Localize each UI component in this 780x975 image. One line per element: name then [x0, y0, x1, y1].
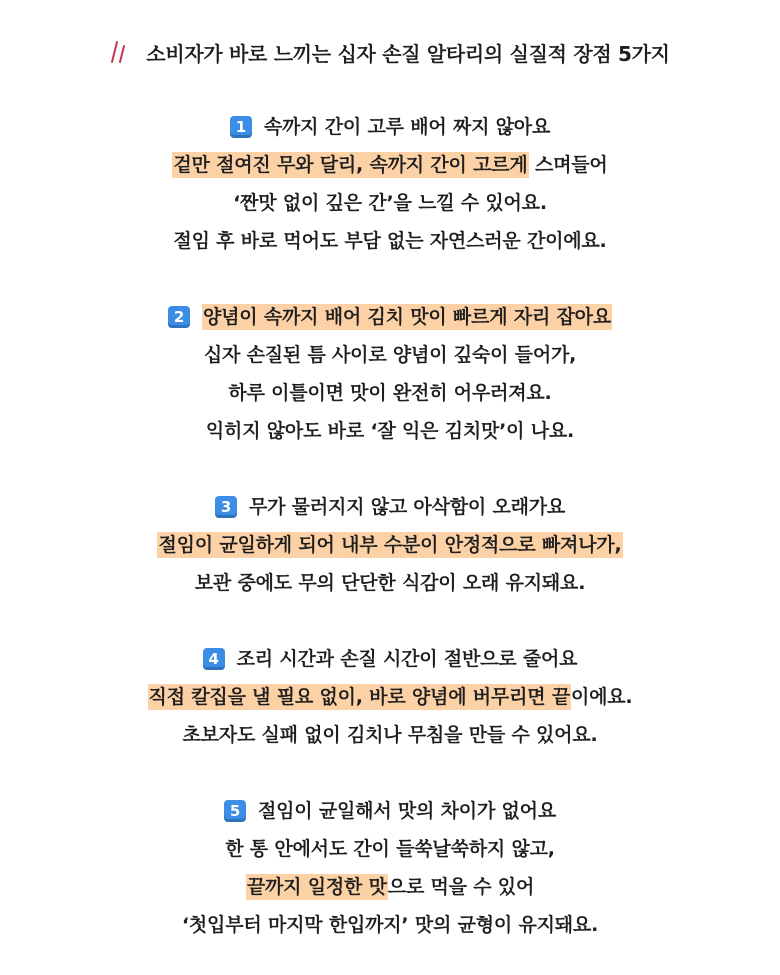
benefit-line: 한 통 안에서도 간이 들쑥날쑥하지 않고,	[225, 838, 555, 860]
benefit-title	[203, 640, 578, 678]
benefit-line	[148, 678, 633, 716]
benefit-line-text: 이에요.	[570, 686, 633, 708]
benefit-title	[224, 792, 556, 830]
benefit-title-text: 무가 물러지지 않고 아삭함이 오래가요	[248, 496, 566, 518]
number-3-icon: 3	[215, 496, 237, 518]
benefits-list	[0, 108, 780, 944]
benefit-title	[230, 108, 550, 146]
highlighted-text: 직접 칼집을 낼 필요 없이, 바로 양념에 버무리면 끝	[148, 686, 570, 708]
benefit-4	[0, 640, 780, 754]
benefit-line	[172, 146, 607, 184]
highlighted-text: 끝까지 일정한 맛	[246, 876, 387, 898]
benefit-line: 십자 손질된 틈 사이로 양념이 깊숙이 들어가,	[203, 344, 577, 366]
benefit-5	[0, 792, 780, 944]
highlighted-text: 겉만 절여진 무와 달리, 속까지 간이 고르게	[173, 154, 528, 176]
benefit-2	[0, 298, 780, 450]
page-title: 소비자가 바로 느끼는 십자 손질 알타리의 실질적 장점 5가지	[146, 41, 670, 66]
benefit-line: ‘첫입부터 마지막 한입까지’ 맛의 균형이 유지돼요.	[181, 914, 599, 936]
benefit-title-text: 조리 시간과 손질 시간이 절반으로 줄어요	[236, 648, 578, 670]
benefit-3	[0, 488, 780, 602]
benefit-title	[215, 488, 565, 526]
benefit-title-text: 양념이 속까지 배어 김치 맛이 빠르게 자리 잡아요	[203, 306, 611, 328]
number-5-icon: 5	[224, 800, 246, 822]
benefit-line: 보관 중에도 무의 단단한 식감이 오래 유지돼요.	[194, 572, 586, 594]
slash-mark-icon	[110, 40, 132, 64]
highlighted-text: 절임이 균일하게 되어 내부 수분이 안정적으로 빠져나가,	[158, 534, 622, 556]
benefit-line: ‘짠맛 없이 깊은 간’을 느낄 수 있어요.	[233, 192, 547, 214]
benefit-line: 초보자도 실패 없이 김치나 무침을 만들 수 있어요.	[182, 724, 598, 746]
benefit-line: 익히지 않아도 바로 ‘잘 익은 김치맛’이 나요.	[205, 420, 575, 442]
benefit-line: 절임 후 바로 먹어도 부담 없는 자연스러운 간이에요.	[173, 230, 607, 252]
benefit-title-text: 절임이 균일해서 맛의 차이가 없어요	[258, 800, 556, 822]
benefit-1	[0, 108, 780, 260]
benefit-title-text: 속까지 간이 고루 배어 짜지 않아요	[263, 116, 551, 138]
number-2-icon: 2	[168, 306, 190, 328]
benefit-line-text: 스며들어	[528, 154, 608, 176]
benefit-line-text: 으로 먹을 수 있어	[387, 876, 535, 898]
benefit-title	[168, 298, 612, 336]
benefit-line: 하루 이틀이면 맛이 완전히 어우러져요.	[228, 382, 552, 404]
page-header	[0, 34, 780, 70]
number-4-icon: 4	[203, 648, 225, 670]
benefit-line	[157, 526, 622, 564]
number-1-icon: 1	[230, 116, 252, 138]
benefit-line	[246, 868, 534, 906]
